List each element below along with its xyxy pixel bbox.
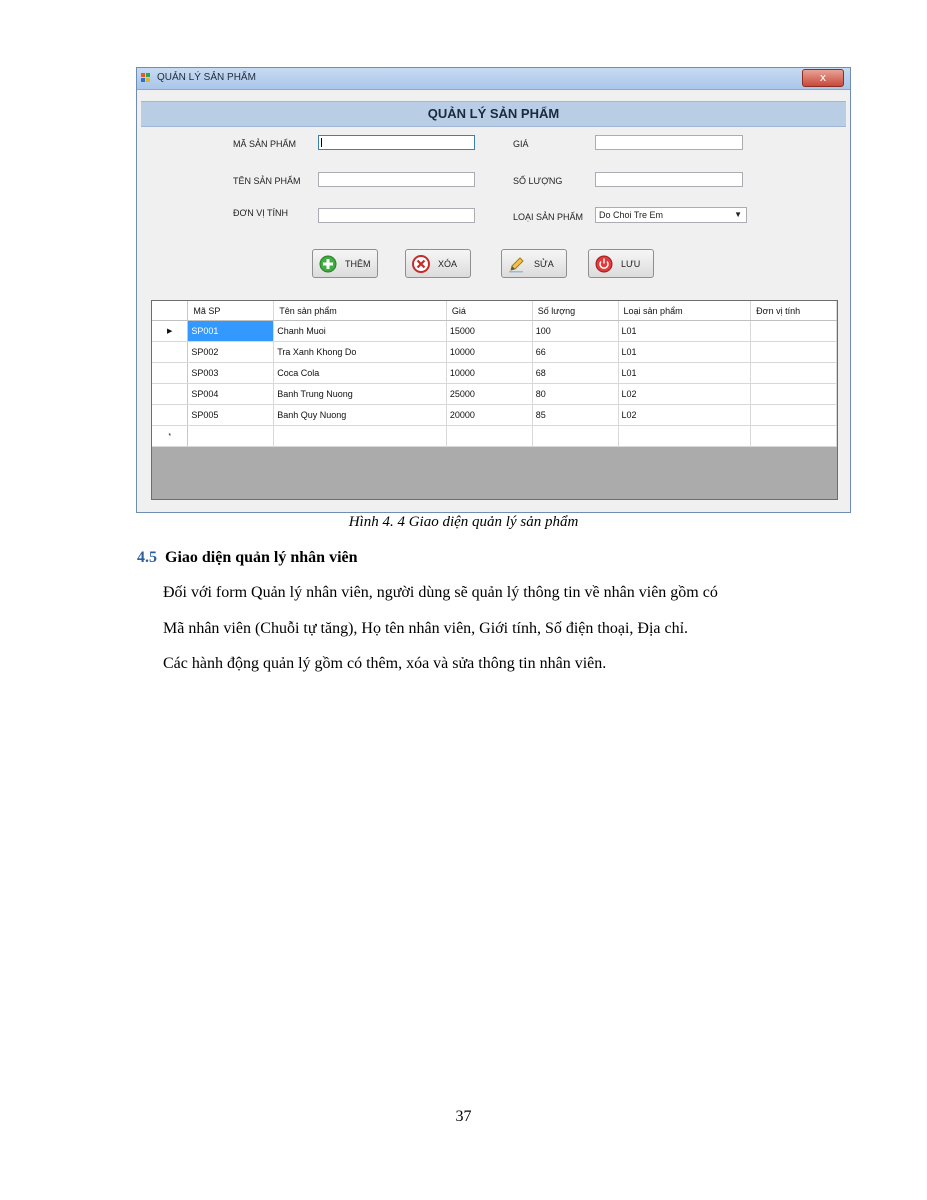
paragraph-line: Các hành động quản lý gồm có thêm, xóa và sửa thông tin nhân viên. bbox=[163, 655, 607, 672]
table-cell[interactable]: Banh Quy Nuong bbox=[274, 405, 447, 426]
table-cell[interactable]: L01 bbox=[618, 342, 751, 363]
loai-sp-select[interactable] bbox=[595, 207, 747, 223]
chevron-down-icon: ▼ bbox=[734, 210, 742, 219]
form-header-title: QUẢN LÝ SẢN PHẨM bbox=[427, 106, 560, 121]
edit-button[interactable] bbox=[501, 249, 567, 278]
figure-caption: Hình 4. 4 Giao diện quản lý sản phẩm bbox=[348, 514, 579, 530]
ten-sp-label: TÊN SẢN PHẨM bbox=[233, 176, 301, 186]
column-header[interactable]: Đơn vị tính bbox=[751, 301, 837, 321]
add-button[interactable] bbox=[312, 249, 378, 278]
gia-label: GIÁ bbox=[513, 139, 529, 149]
table-cell[interactable] bbox=[751, 321, 837, 342]
section-number: 4.5 bbox=[137, 549, 157, 566]
product-management-window bbox=[136, 67, 851, 513]
table-cell[interactable] bbox=[751, 342, 837, 363]
table-cell[interactable]: Banh Trung Nuong bbox=[274, 384, 447, 405]
paragraph-line: Mã nhân viên (Chuỗi tự tăng), Họ tên nhân viên, Giới tính, Số điện thoại, Địa chỉ. bbox=[163, 620, 689, 637]
table-cell[interactable] bbox=[188, 426, 274, 447]
loai-sp-selected: Do Choi Tre Em bbox=[599, 210, 664, 220]
table-cell[interactable] bbox=[618, 426, 751, 447]
table-cell[interactable]: L02 bbox=[618, 405, 751, 426]
plus-icon bbox=[319, 255, 337, 273]
delete-button-label: XÓA bbox=[438, 259, 458, 269]
window-title: QUẢN LÝ SẢN PHẨM bbox=[157, 72, 256, 83]
table-cell[interactable]: 20000 bbox=[446, 405, 532, 426]
table-cell[interactable]: SP003 bbox=[188, 363, 274, 384]
row-header bbox=[152, 405, 188, 426]
row-header bbox=[152, 342, 188, 363]
table-cell[interactable] bbox=[751, 363, 837, 384]
column-header[interactable]: Tên sản phẩm bbox=[274, 301, 447, 321]
new-row-indicator: * bbox=[152, 426, 188, 447]
page-number: 37 bbox=[455, 1108, 472, 1125]
edit-button-label: SỬA bbox=[534, 259, 554, 269]
column-header[interactable]: Số lượng bbox=[532, 301, 618, 321]
table-cell[interactable]: 10000 bbox=[446, 342, 532, 363]
save-button[interactable] bbox=[588, 249, 654, 278]
table-cell[interactable] bbox=[446, 426, 532, 447]
table-cell[interactable] bbox=[532, 426, 618, 447]
pencil-icon bbox=[508, 255, 526, 273]
dvt-label: ĐƠN VỊ TÍNH bbox=[233, 208, 289, 218]
add-button-label: THÊM bbox=[345, 259, 371, 269]
power-icon bbox=[595, 255, 613, 273]
current-row-indicator: ▶ bbox=[152, 321, 188, 342]
close-button[interactable]: x bbox=[802, 69, 844, 87]
so-luong-input[interactable] bbox=[595, 172, 743, 187]
table-cell[interactable]: L02 bbox=[618, 384, 751, 405]
product-grid[interactable] bbox=[151, 300, 838, 500]
product-table bbox=[152, 301, 837, 447]
table-row[interactable] bbox=[152, 363, 837, 384]
table-row[interactable] bbox=[152, 405, 837, 426]
table-cell[interactable] bbox=[274, 426, 447, 447]
table-cell[interactable]: L01 bbox=[618, 321, 751, 342]
delete-icon bbox=[412, 255, 430, 273]
ma-sp-label: MÃ SẢN PHẨM bbox=[233, 139, 297, 149]
table-cell[interactable]: SP005 bbox=[188, 405, 274, 426]
gia-input[interactable] bbox=[595, 135, 743, 150]
table-cell[interactable]: SP004 bbox=[188, 384, 274, 405]
table-cell[interactable]: 68 bbox=[532, 363, 618, 384]
table-cell[interactable]: 66 bbox=[532, 342, 618, 363]
column-header[interactable]: Mã SP bbox=[188, 301, 274, 321]
form-header bbox=[141, 101, 846, 127]
delete-button[interactable] bbox=[405, 249, 471, 278]
table-cell[interactable]: Tra Xanh Khong Do bbox=[274, 342, 447, 363]
table-cell[interactable]: 25000 bbox=[446, 384, 532, 405]
row-header bbox=[152, 384, 188, 405]
row-header-corner bbox=[152, 301, 188, 321]
column-header[interactable]: Loại sản phẩm bbox=[618, 301, 751, 321]
text-caret bbox=[321, 138, 322, 147]
table-cell[interactable]: Chanh Muoi bbox=[274, 321, 447, 342]
so-luong-label: SỐ LƯỢNG bbox=[513, 176, 563, 186]
section-heading bbox=[137, 549, 358, 567]
section-title: Giao diện quản lý nhân viên bbox=[165, 549, 358, 566]
table-cell[interactable] bbox=[751, 384, 837, 405]
table-row[interactable] bbox=[152, 384, 837, 405]
ten-sp-input[interactable] bbox=[318, 172, 475, 187]
table-cell[interactable] bbox=[751, 426, 837, 447]
table-row[interactable] bbox=[152, 321, 837, 342]
app-icon bbox=[141, 73, 151, 83]
table-cell[interactable]: 10000 bbox=[446, 363, 532, 384]
save-button-label: LƯU bbox=[621, 259, 641, 269]
row-header bbox=[152, 363, 188, 384]
table-cell[interactable]: 80 bbox=[532, 384, 618, 405]
title-bar bbox=[137, 68, 850, 90]
table-cell[interactable]: Coca Cola bbox=[274, 363, 447, 384]
table-cell[interactable]: 15000 bbox=[446, 321, 532, 342]
table-header-row bbox=[152, 301, 837, 321]
loai-sp-label: LOẠI SẢN PHẨM bbox=[513, 212, 584, 222]
ma-sp-input[interactable] bbox=[318, 135, 475, 150]
table-cell[interactable]: 85 bbox=[532, 405, 618, 426]
table-row[interactable] bbox=[152, 342, 837, 363]
table-cell[interactable]: SP001 bbox=[188, 321, 274, 342]
paragraph-line: Đối với form Quản lý nhân viên, người dùng sẽ quản lý thông tin về nhân viên gồm có bbox=[163, 584, 718, 601]
table-cell[interactable]: SP002 bbox=[188, 342, 274, 363]
dvt-input[interactable] bbox=[318, 208, 475, 223]
table-cell[interactable] bbox=[751, 405, 837, 426]
new-row[interactable] bbox=[152, 426, 837, 447]
column-header[interactable]: Giá bbox=[446, 301, 532, 321]
table-cell[interactable]: L01 bbox=[618, 363, 751, 384]
table-cell[interactable]: 100 bbox=[532, 321, 618, 342]
